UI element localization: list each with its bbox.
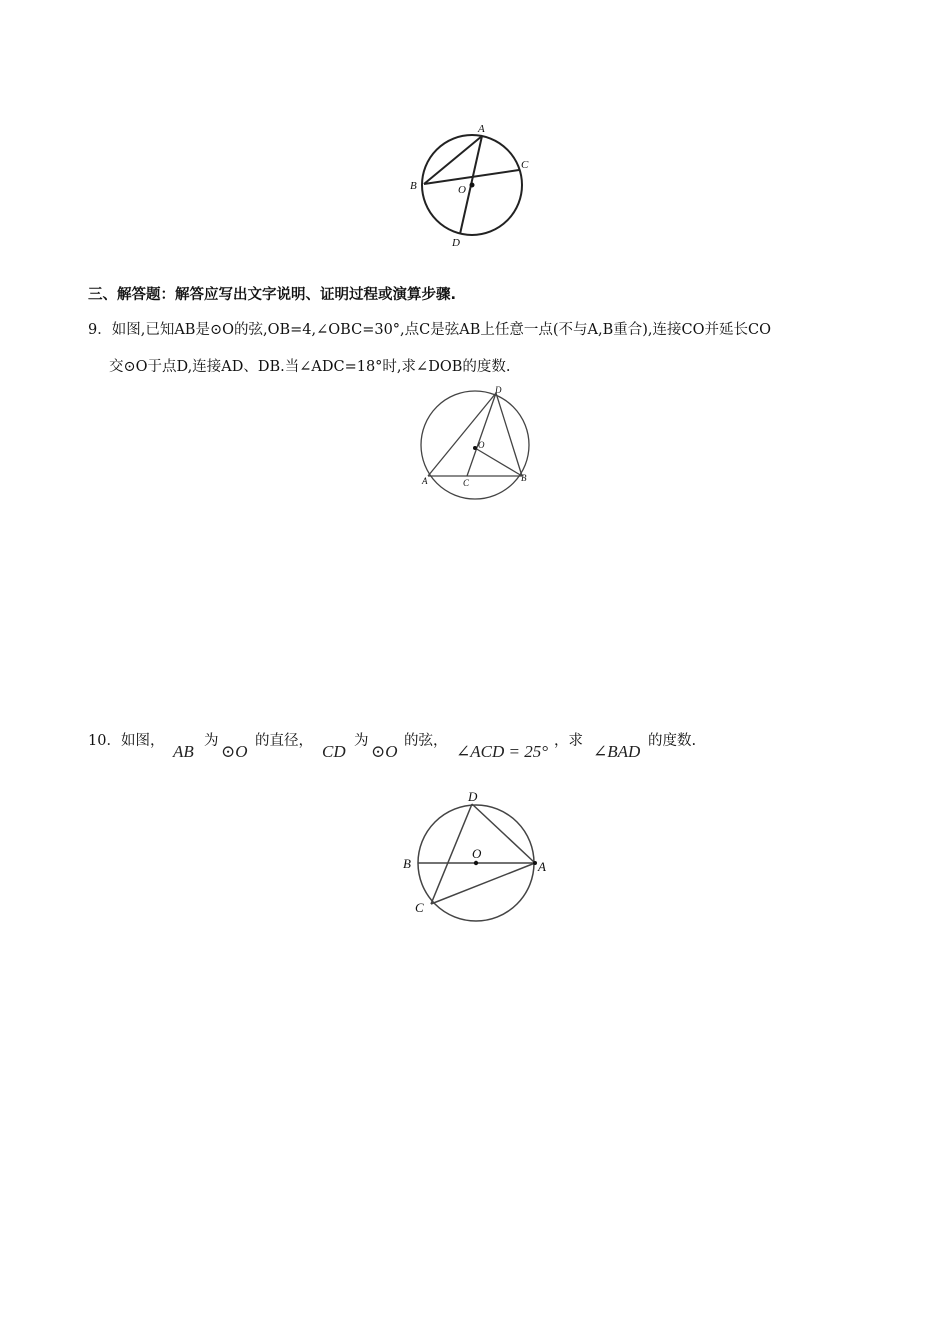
figure-q8-circle bbox=[400, 118, 540, 253]
center-point bbox=[470, 183, 475, 188]
label-b: B bbox=[403, 856, 411, 871]
label-b: B bbox=[521, 473, 527, 483]
q10-text bbox=[88, 725, 788, 775]
q10-wei1: 为 bbox=[204, 733, 219, 749]
label-o: O bbox=[458, 184, 466, 196]
q10-ab: AB bbox=[173, 742, 194, 761]
q10-text2: 的弦， bbox=[404, 733, 448, 749]
q10-cd: CD bbox=[322, 742, 346, 761]
label-d: D bbox=[495, 385, 502, 395]
label-a: A bbox=[478, 123, 485, 135]
center-point bbox=[473, 446, 477, 450]
figure-q9-circle bbox=[412, 384, 542, 509]
segment-cd bbox=[467, 393, 496, 476]
q10-angle-find: ∠BAD bbox=[593, 742, 641, 761]
label-d: D bbox=[452, 237, 460, 249]
point-a bbox=[533, 861, 537, 865]
label-o: O bbox=[478, 440, 485, 450]
section-heading: 三、解答题：解答应写出文字说明、证明过程或演算步骤. bbox=[88, 287, 457, 303]
q10-text4: 的度数. bbox=[648, 733, 697, 749]
q10-wei2: 为 bbox=[354, 733, 369, 749]
label-a: A bbox=[538, 859, 546, 874]
segment-ca bbox=[431, 863, 535, 904]
center-point bbox=[474, 861, 478, 865]
label-a: A bbox=[422, 476, 428, 486]
label-c: C bbox=[463, 478, 470, 488]
q9-line1: 9．如图,已知AB是⊙O的弦,OB=4,∠OBC=30°,点C是弦AB上任意一点(不与A,B重合),连接CO并延长CO bbox=[88, 322, 771, 338]
q10-angle-given: ∠ACD = 25° bbox=[456, 742, 549, 761]
q10-text1: 的直径， bbox=[255, 733, 313, 749]
q9-line2: 交⊙O于点D,连接AD、DB.当∠ADC=18°时,求∠DOB的度数. bbox=[109, 359, 511, 375]
figure-q10-circle bbox=[398, 786, 556, 928]
label-d: D bbox=[468, 789, 478, 804]
q10-circle2: ⊙O bbox=[371, 742, 398, 761]
label-c: C bbox=[415, 900, 424, 915]
label-b: B bbox=[410, 180, 417, 192]
label-o: O bbox=[472, 846, 482, 861]
q10-text3: ，求 bbox=[554, 733, 583, 749]
q10-number: 10．如图， bbox=[88, 733, 165, 749]
q10-circle1: ⊙O bbox=[221, 742, 248, 761]
label-c: C bbox=[521, 159, 529, 171]
